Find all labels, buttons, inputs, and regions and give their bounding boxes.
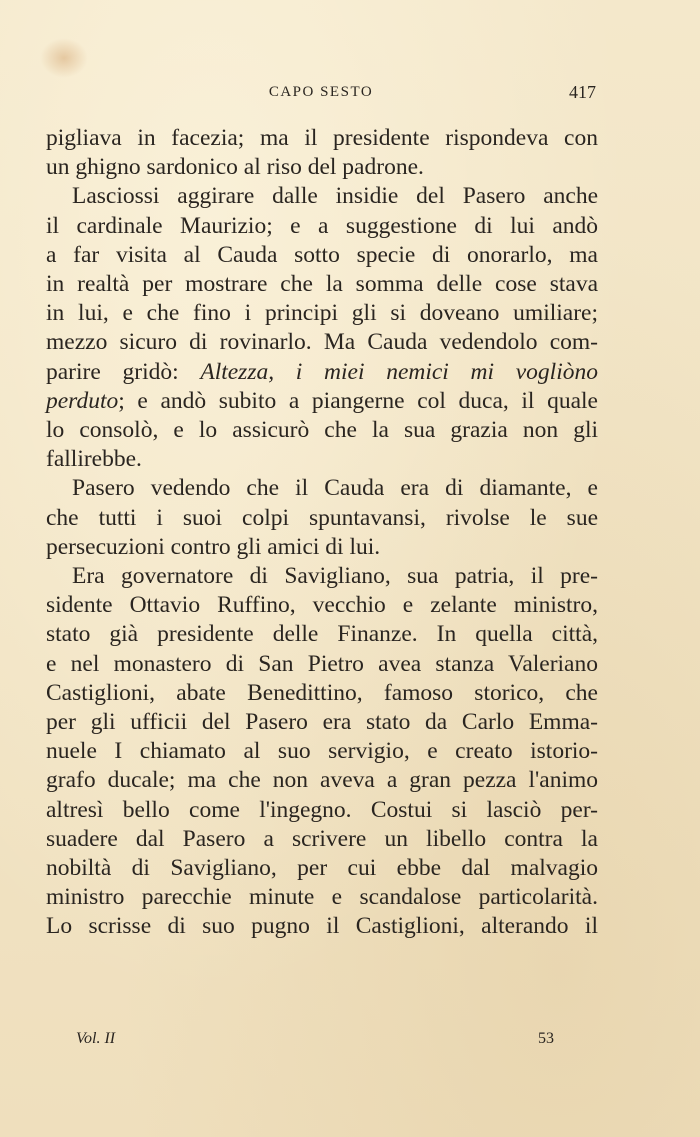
text-line: ministro parecchie minute e scandalose particolarità. (46, 884, 598, 911)
signature-mark: 53 (538, 1030, 554, 1047)
text-line: altresì bello come l'ingegno. Costui si lasciò per- (46, 796, 598, 823)
text-line: persecuzioni contro gli amici di lui. (46, 533, 381, 560)
italic-quote: perduto (46, 387, 119, 414)
page-number: 417 (569, 82, 596, 102)
paper-stain (40, 38, 88, 78)
text-line: nobiltà di Savigliano, per cui ebbe dal malvagio (46, 855, 598, 882)
text-line: grafo ducale; ma che non aveva a gran pezza l'animo (46, 767, 598, 794)
text-line: un ghigno sardonico al riso del padrone. (46, 154, 424, 181)
text-line: Castiglioni, abate Benedittino, famoso storico, che (46, 679, 598, 706)
text-line: sidente Ottavio Ruffino, vecchio e zelante ministro, (46, 592, 598, 619)
text-line: pigliava in facezia; ma il presidente rispondeva con (46, 125, 598, 151)
text-line: il cardinale Maurizio; e a suggestione di lui andò (46, 212, 598, 239)
italic-quote: Altezza, i miei nemici mi vogliòno (200, 358, 598, 385)
text-line: Pasero vedendo che il Cauda era di diamante, e (72, 475, 598, 502)
running-head: CAPO SESTO (268, 84, 374, 100)
text-line: Era governatore di Savigliano, sua patria, il pre- (72, 563, 598, 590)
text-line (46, 387, 598, 416)
text-line: a far visita al Cauda sotto specie di onorarlo, ma (46, 241, 598, 268)
text-line: Lo scrisse di suo pugno il Castiglioni, alterando il (46, 913, 598, 940)
text-run: ; e andò subito a piangerne col duca, il quale (118, 387, 598, 414)
text-run: parire gridò: (46, 358, 201, 385)
text-line: fallirebbe. (46, 446, 142, 473)
volume-label: Vol. II (76, 1030, 116, 1047)
text-line: che tutti i suoi colpi spuntavansi, rivolse le sue (46, 504, 598, 531)
text-line: in realtà per mostrare che la somma delle cose stava (46, 271, 598, 298)
text-line: stato già presidente delle Finanze. In quella città, (46, 621, 598, 648)
text-line: e nel monastero di San Pietro avea stanza Valeriano (46, 650, 598, 677)
body-text (46, 124, 598, 942)
page-header (46, 84, 596, 108)
text-line: suadere dal Pasero a scrivere un libello contra la (46, 825, 598, 852)
text-line: mezzo sicuro di rovinarlo. Ma Cauda vedendolo com- (46, 329, 598, 356)
text-line: in lui, e che fino i principi gli si doveano umiliare; (46, 300, 598, 327)
text-line: lo consolò, e lo assicurò che la sua grazia non gli (46, 417, 598, 444)
text-line (46, 358, 598, 387)
text-line: nuele I chiamato al suo servigio, e creato istorio- (46, 738, 598, 765)
page-footer (76, 1030, 554, 1052)
text-line: Lasciossi aggirare dalle insidie del Pasero anche (72, 183, 598, 210)
text-line: per gli ufficii del Pasero era stato da Carlo Emma- (46, 709, 598, 736)
